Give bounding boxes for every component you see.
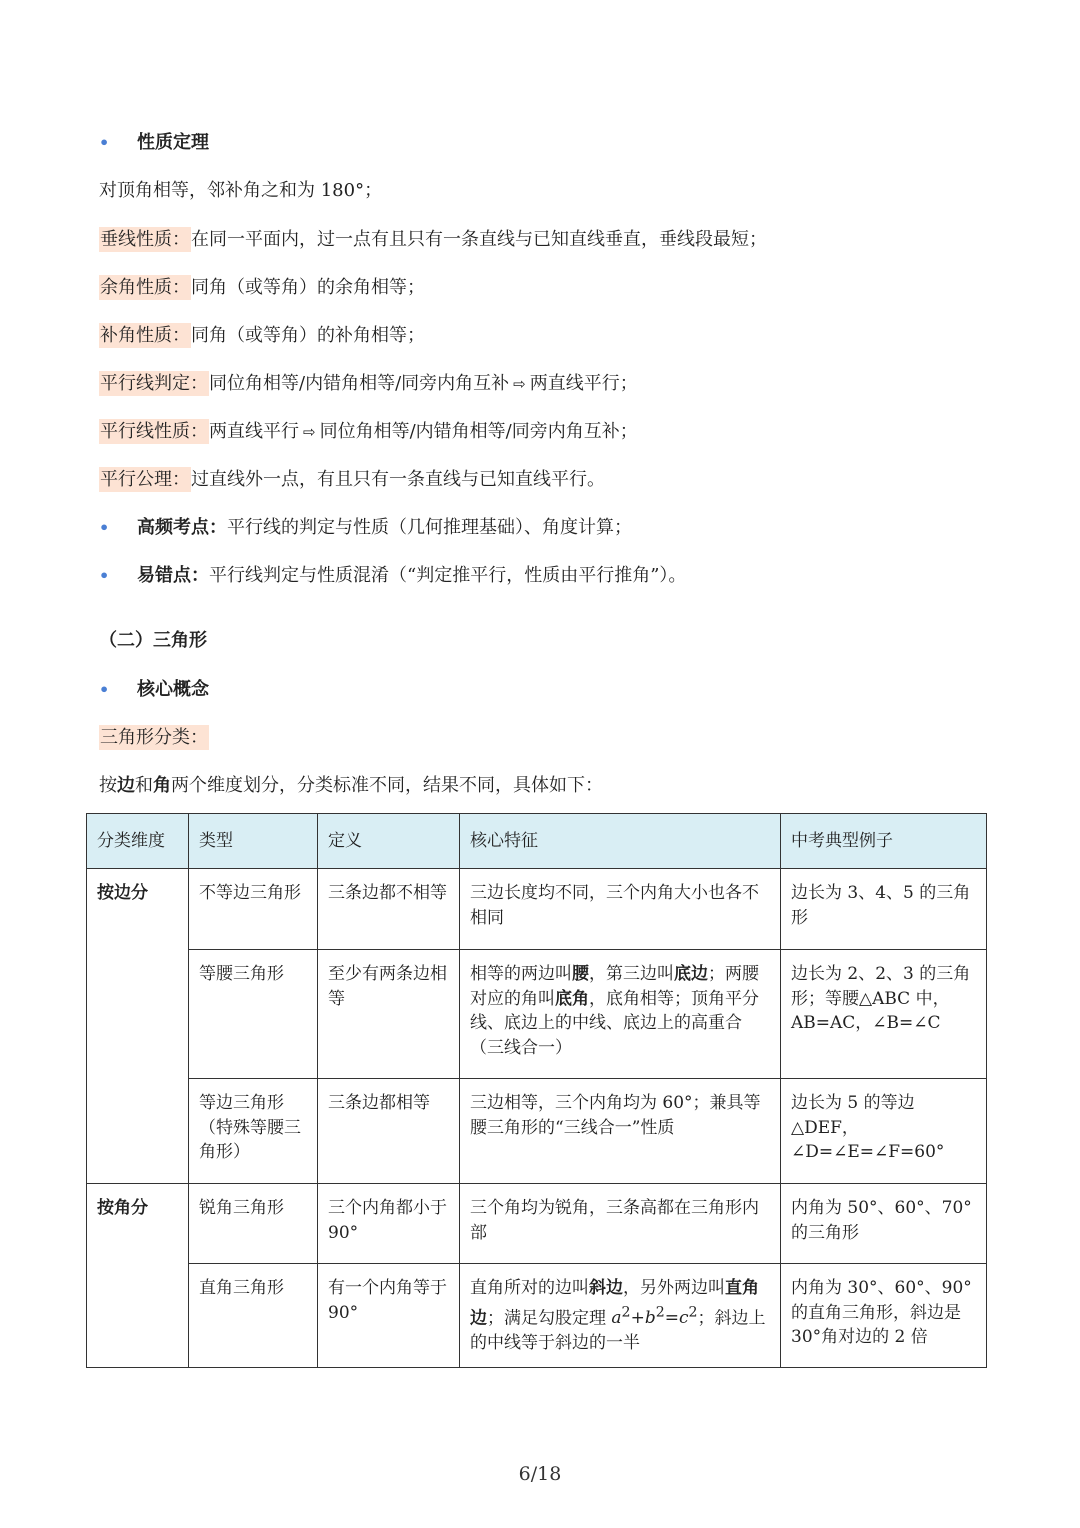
header-dimension: 分类维度 — [87, 814, 189, 869]
table-row — [87, 950, 987, 1079]
implies-arrow-icon: ⇨ — [303, 423, 316, 441]
line-text: 两直线平行 — [209, 421, 299, 442]
line-classification-intro — [99, 774, 603, 798]
cell-example: 边长为 2、2、3 的三角形；等腰△ABC 中，AB=AC，∠B=∠C — [781, 950, 987, 1079]
heading-text: 性质定理 — [137, 132, 209, 153]
implies-arrow-icon: ⇨ — [513, 375, 526, 393]
line-perpendicular — [99, 228, 767, 252]
feature-text: ；满足勾股定理 — [487, 1308, 612, 1329]
feature-text: ；两腰对应的角叫 — [470, 964, 759, 1009]
formula-power: 2 — [655, 1304, 665, 1321]
header-feature: 核心特征 — [460, 814, 781, 869]
line-text: 同位角相等/内错角相等/同旁内角互补 — [209, 373, 510, 394]
cell-type: 锐角三角形 — [189, 1184, 318, 1264]
cell-feature: 三边相等，三个内角均为 60°；兼具等腰三角形的“三线合一”性质 — [460, 1079, 781, 1184]
formula-var: c — [678, 1308, 689, 1329]
line-text: 在同一平面内，过一点有且只有一条直线与已知直线垂直，垂线段最短； — [191, 229, 767, 250]
line-classification-label — [99, 726, 209, 750]
highlight-label: 三角形分类： — [100, 727, 208, 748]
table-row — [87, 1264, 987, 1368]
feature-text: ；斜边上的中线等于斜边的一半 — [470, 1308, 766, 1353]
section-heading-triangle: （二）三角形 — [99, 630, 207, 651]
line-parallel-properties — [99, 420, 638, 444]
cell-definition: 三个内角都小于 90° — [318, 1184, 460, 1264]
cell-example: 边长为 3、4、5 的三角形 — [781, 869, 987, 950]
cell-type: 不等边三角形 — [189, 869, 318, 950]
cell-feature: 三边长度均不同，三个内角大小也各不相同 — [460, 869, 781, 950]
group-by-angle: 按角分 — [87, 1184, 189, 1368]
feature-bold: 直角边 — [470, 1278, 759, 1329]
formula-op: = — [664, 1308, 679, 1329]
feature-text: 直角所对的边叫 — [470, 1278, 589, 1298]
line-text: 同角（或等角）的余角相等； — [191, 277, 425, 298]
group-by-side: 按边分 — [87, 869, 189, 1184]
highlight-label: 余角性质： — [100, 277, 190, 298]
formula-power: 2 — [688, 1304, 698, 1321]
formula-op: + — [630, 1308, 645, 1329]
line-supplementary — [99, 324, 425, 348]
bullet-error-points — [99, 564, 686, 588]
feature-bold: 腰 — [572, 964, 589, 984]
cell-definition: 有一个内角等于 90° — [318, 1264, 460, 1368]
bullet-core-concepts — [99, 678, 209, 702]
header-type: 类型 — [189, 814, 318, 869]
line-text: 同位角相等/内错角相等/同旁内角互补； — [319, 421, 638, 442]
triangle-classification-table — [86, 813, 987, 1368]
cell-type: 等边三角形（特殊等腰三角形） — [189, 1079, 318, 1184]
line-text: 两直线平行； — [529, 373, 638, 394]
cell-type: 等腰三角形 — [189, 950, 318, 1079]
bullet-dot-icon: • — [99, 566, 110, 585]
cell-definition: 三条边都相等 — [318, 1079, 460, 1184]
cell-example: 内角为 30°、60°、90°的直角三角形，斜边是 30°角对边的 2 倍 — [781, 1264, 987, 1368]
cell-example: 边长为 5 的等边△DEF，∠D=∠E=∠F=60° — [781, 1079, 987, 1184]
bullet-hot-points — [99, 516, 632, 540]
cell-type: 直角三角形 — [189, 1264, 318, 1368]
hot-label: 高频考点： — [137, 517, 227, 538]
table-row — [87, 869, 987, 950]
cell-feature — [460, 950, 781, 1079]
intro-bold: 边 — [117, 775, 135, 796]
bullet-heading-theorems — [99, 131, 209, 155]
feature-bold: 斜边 — [589, 1278, 623, 1298]
cell-example: 内角为 50°、60°、70°的三角形 — [781, 1184, 987, 1264]
page-number: 6/18 — [518, 1463, 562, 1485]
line-parallel-axiom — [99, 468, 605, 492]
highlight-label: 平行公理： — [100, 469, 190, 490]
intro-text: 两个维度划分，分类标准不同，结果不同，具体如下： — [171, 775, 603, 796]
bullet-dot-icon: • — [99, 518, 110, 537]
intro-text: 按 — [99, 775, 117, 796]
cell-definition: 至少有两条边相等 — [318, 950, 460, 1079]
feature-bold: 底边 — [674, 964, 708, 984]
table-header-row — [87, 814, 987, 869]
line-vertical-angles: 对顶角相等，邻补角之和为 180°； — [99, 180, 383, 201]
highlight-label: 平行线性质： — [100, 421, 208, 442]
feature-text: ，另外两边叫 — [623, 1278, 725, 1298]
intro-text: 和 — [135, 775, 153, 796]
cell-feature — [460, 1264, 781, 1368]
highlight-label: 平行线判定： — [100, 373, 208, 394]
error-label: 易错点： — [137, 565, 209, 586]
feature-text: ，底角相等；顶角平分线、底边上的中线、底边上的高重合（三线合一） — [470, 988, 759, 1058]
line-text: 同角（或等角）的补角相等； — [191, 325, 425, 346]
line-complementary — [99, 276, 425, 300]
feature-text: 相等的两边叫 — [470, 964, 572, 984]
hot-text: 平行线的判定与性质（几何推理基础）、角度计算； — [227, 517, 632, 538]
table-row — [87, 1079, 987, 1184]
bullet-dot-icon: • — [99, 133, 110, 152]
feature-bold: 底角 — [555, 988, 589, 1009]
highlight-label: 垂线性质： — [100, 229, 190, 250]
heading-text: 核心概念 — [137, 679, 209, 700]
header-example: 中考典型例子 — [781, 814, 987, 869]
cell-definition: 三条边都不相等 — [318, 869, 460, 950]
feature-text: ，第三边叫 — [589, 964, 674, 984]
pythagorean-formula — [611, 1304, 698, 1329]
intro-bold: 角 — [153, 775, 171, 796]
formula-power: 2 — [621, 1304, 631, 1321]
bullet-dot-icon: • — [99, 680, 110, 699]
formula-var: b — [644, 1308, 656, 1329]
line-parallel-criteria — [99, 372, 638, 396]
line-text: 过直线外一点，有且只有一条直线与已知直线平行。 — [191, 469, 605, 490]
formula-var: a — [611, 1308, 622, 1329]
error-text: 平行线判定与性质混淆（“判定推平行，性质由平行推角”）。 — [209, 565, 687, 586]
cell-feature: 三个角均为锐角，三条高都在三角形内部 — [460, 1184, 781, 1264]
header-definition: 定义 — [318, 814, 460, 869]
table-row — [87, 1184, 987, 1264]
highlight-label: 补角性质： — [100, 325, 190, 346]
